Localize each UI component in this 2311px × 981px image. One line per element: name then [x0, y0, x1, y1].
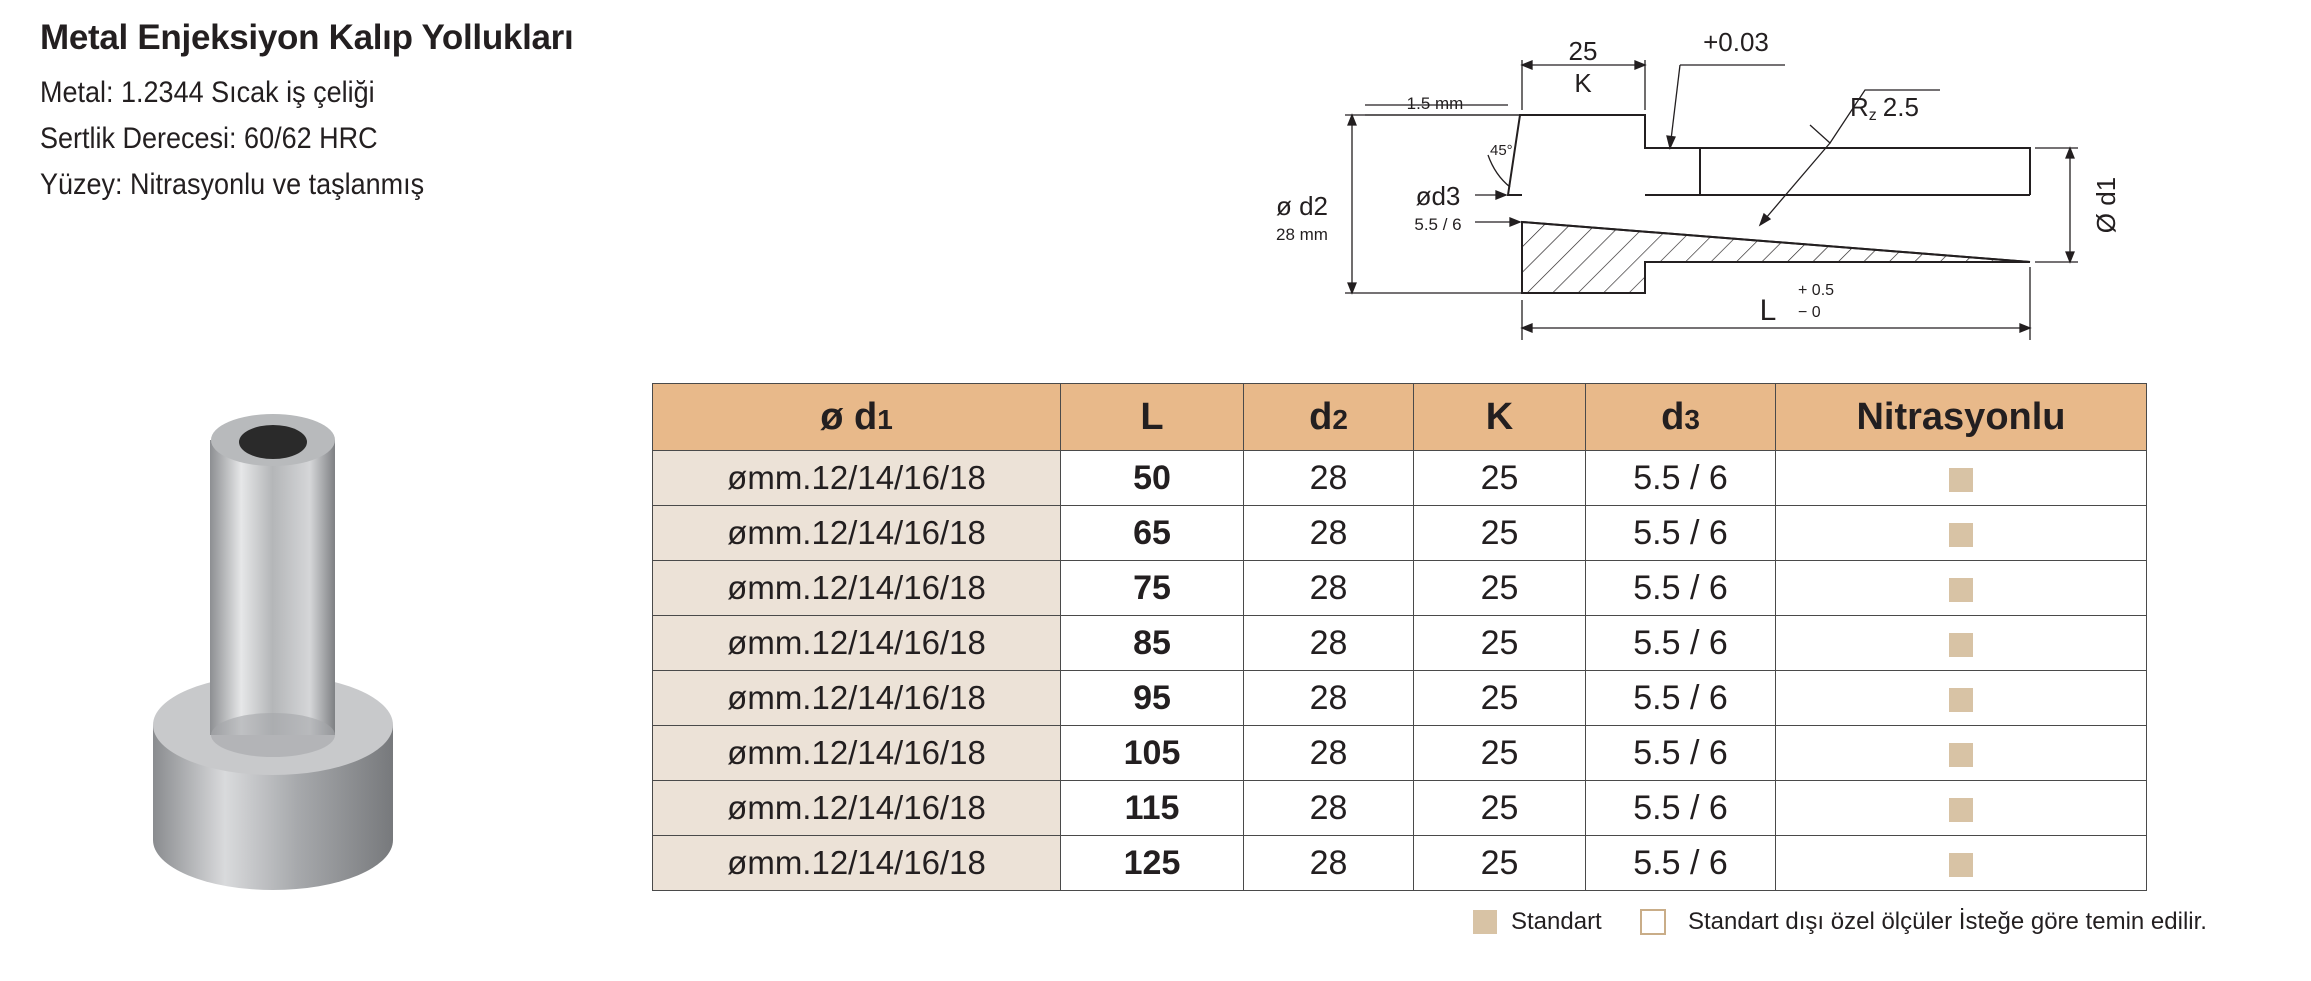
cell-length: 65 [1061, 506, 1244, 561]
cell-d3: 5.5 / 6 [1586, 671, 1776, 726]
cell-d3: 5.5 / 6 [1586, 726, 1776, 781]
standard-swatch [1473, 910, 1497, 934]
dim-d3-label: ød3 [1415, 181, 1461, 211]
table-row [653, 506, 2147, 561]
cell-d3: 5.5 / 6 [1586, 506, 1776, 561]
table-row [653, 561, 2147, 616]
cell-d1: ømm.12/14/16/18 [653, 726, 1061, 781]
cell-nitrasyonlu [1776, 671, 2147, 726]
cell-d3: 5.5 / 6 [1586, 781, 1776, 836]
cell-d1: ømm.12/14/16/18 [653, 836, 1061, 891]
standard-marker [1949, 743, 1973, 767]
roughness-r: R [1850, 92, 1869, 122]
roughness-z: z [1868, 107, 1877, 124]
cell-d1: ømm.12/14/16/18 [653, 616, 1061, 671]
standard-marker [1949, 523, 1973, 547]
table-row [653, 781, 2147, 836]
cell-d2: 28 [1244, 451, 1414, 506]
col-header-l: L [1061, 384, 1244, 451]
spec-surface: Yüzey: Nitrasyonlu ve taşlanmış [40, 168, 425, 201]
legend-custom-label: Standart dışı özel ölçüler İsteğe göre temin edilir. [1688, 908, 2207, 935]
dim-length-label: L [1759, 294, 1777, 327]
cell-nitrasyonlu [1776, 781, 2147, 836]
cell-d2: 28 [1244, 671, 1414, 726]
cell-d1: ømm.12/14/16/18 [653, 561, 1061, 616]
table-row [653, 451, 2147, 506]
cell-k: 25 [1414, 616, 1586, 671]
col-header-d2: d2 [1244, 384, 1414, 451]
cell-d2: 28 [1244, 506, 1414, 561]
legend-standard [1473, 908, 1602, 936]
col-header-nitrasyonlu: Nitrasyonlu [1776, 384, 2147, 451]
col-header-k: K [1414, 384, 1586, 451]
table-header-row [653, 384, 2147, 451]
part-section-lower [1522, 222, 2030, 293]
cell-k: 25 [1414, 506, 1586, 561]
roughness-value: 2.5 [1882, 92, 1919, 122]
cell-nitrasyonlu [1776, 616, 2147, 671]
table-row [653, 616, 2147, 671]
cell-length: 75 [1061, 561, 1244, 616]
dim-d2-value: 28 mm [1276, 225, 1328, 244]
cell-k: 25 [1414, 726, 1586, 781]
dim-d3-value: 5.5 / 6 [1414, 215, 1462, 234]
cell-d2: 28 [1244, 561, 1414, 616]
dim-d2-label: ø d2 [1275, 191, 1329, 221]
standard-marker [1949, 578, 1973, 602]
cell-d3: 5.5 / 6 [1586, 451, 1776, 506]
specifications-table [652, 383, 2147, 891]
standard-marker [1949, 633, 1973, 657]
spec-hardness: Sertlik Derecesi: 60/62 HRC [40, 122, 378, 155]
cell-nitrasyonlu [1776, 561, 2147, 616]
part-profile-upper [1508, 115, 2030, 195]
dim-tolerance: +0.03 [1703, 27, 1769, 57]
cell-length: 125 [1061, 836, 1244, 891]
cell-k: 25 [1414, 781, 1586, 836]
cell-d1: ømm.12/14/16/18 [653, 451, 1061, 506]
cell-d1: ømm.12/14/16/18 [653, 506, 1061, 561]
cell-d3: 5.5 / 6 [1586, 561, 1776, 616]
dim-k-value: 25 [1568, 36, 1598, 66]
col-header-d1: ø d1 [653, 384, 1061, 451]
standard-marker [1949, 853, 1973, 877]
legend-custom [1640, 908, 2207, 936]
dim-length-tol-plus: + 0.5 [1798, 282, 1835, 299]
cell-length: 85 [1061, 616, 1244, 671]
dim-d1-label: Ø d1 [2091, 176, 2121, 234]
cell-d3: 5.5 / 6 [1586, 616, 1776, 671]
standard-marker [1949, 468, 1973, 492]
dim-k-label: K [1574, 68, 1592, 98]
cell-k: 25 [1414, 451, 1586, 506]
cell-nitrasyonlu [1776, 726, 2147, 781]
technical-drawing [1270, 15, 2170, 345]
cell-d2: 28 [1244, 781, 1414, 836]
cell-length: 50 [1061, 451, 1244, 506]
svg-text:Rz2.5 [1850, 92, 1919, 124]
custom-swatch [1640, 909, 1666, 935]
product-photo [130, 395, 410, 915]
standard-marker [1949, 688, 1973, 712]
cell-nitrasyonlu [1776, 506, 2147, 561]
cell-d2: 28 [1244, 726, 1414, 781]
col-header-d3: d3 [1586, 384, 1776, 451]
cell-k: 25 [1414, 671, 1586, 726]
table-row [653, 836, 2147, 891]
table-row [653, 671, 2147, 726]
cell-d1: ømm.12/14/16/18 [653, 781, 1061, 836]
cell-k: 25 [1414, 561, 1586, 616]
page-title: Metal Enjeksiyon Kalıp Yollukları [40, 18, 574, 57]
cell-length: 105 [1061, 726, 1244, 781]
legend-standard-label: Standart [1511, 908, 1602, 935]
dim-chamfer: 1.5 mm [1406, 94, 1464, 113]
cell-length: 95 [1061, 671, 1244, 726]
cell-d1: ømm.12/14/16/18 [653, 671, 1061, 726]
dim-length-tol-minus: − 0 [1798, 304, 1821, 321]
table-row [653, 726, 2147, 781]
cell-d2: 28 [1244, 836, 1414, 891]
cell-nitrasyonlu [1776, 451, 2147, 506]
cell-nitrasyonlu [1776, 836, 2147, 891]
dim-angle: 45° [1490, 142, 1513, 159]
spec-material: Metal: 1.2344 Sıcak iş çeliği [40, 76, 375, 109]
cell-k: 25 [1414, 836, 1586, 891]
standard-marker [1949, 798, 1973, 822]
cell-d3: 5.5 / 6 [1586, 836, 1776, 891]
cell-d2: 28 [1244, 616, 1414, 671]
cell-length: 115 [1061, 781, 1244, 836]
